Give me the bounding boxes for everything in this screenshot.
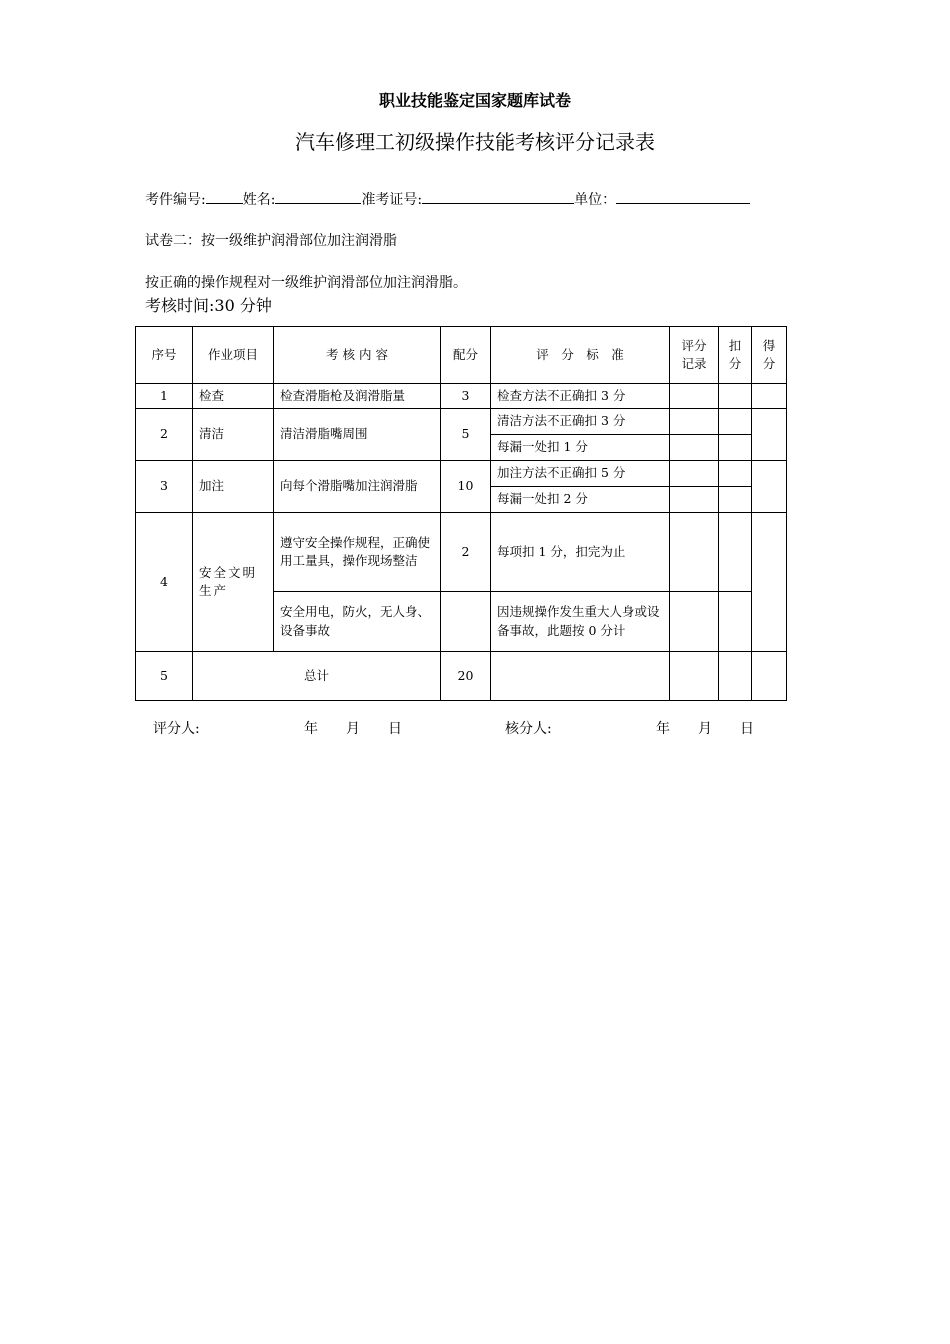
bank-title: 职业技能鉴定国家题库试卷 xyxy=(378,91,571,110)
exam-time: 考核时间:30 分钟 xyxy=(145,296,272,315)
record-cell xyxy=(670,487,719,513)
checker-day: 日 xyxy=(740,721,754,737)
item-no-label: 考件编号: xyxy=(145,192,206,208)
ticket-label: 准考证号: xyxy=(361,192,423,208)
score-cell xyxy=(752,461,787,513)
deduct-cell xyxy=(719,435,752,461)
header-item: 作业项目 xyxy=(193,327,274,384)
record-cell xyxy=(670,592,719,652)
record-cell xyxy=(670,461,719,487)
paper-title: 试卷二：按一级维护润滑部位加注润滑脂 xyxy=(145,233,397,249)
deduct-cell xyxy=(719,592,752,652)
row-item: 加注 xyxy=(193,461,274,513)
score-table xyxy=(135,326,787,701)
form-title: 汽车修理工初级操作技能考核评分记录表 xyxy=(295,130,655,154)
grader-month: 月 xyxy=(346,721,360,737)
unit-blank xyxy=(616,188,750,204)
row-criteria: 检查方法不正确扣 3 分 xyxy=(491,384,670,409)
row-no: 4 xyxy=(136,513,193,652)
row-content: 遵守安全操作规程，正确使用工量具，操作现场整洁 xyxy=(274,513,441,592)
score-cell xyxy=(752,409,787,461)
deduct-cell xyxy=(719,513,752,592)
row-criteria: 因违规操作发生重大人身或设备事故，此题按 0 分计 xyxy=(491,592,670,652)
row-points: 3 xyxy=(441,384,491,409)
checker-month: 月 xyxy=(698,721,712,737)
row-criteria: 加注方法不正确扣 5 分 xyxy=(491,461,670,487)
table-row xyxy=(136,384,787,409)
row-points: 10 xyxy=(441,461,491,513)
row-no: 1 xyxy=(136,384,193,409)
row-item: 检查 xyxy=(193,384,274,409)
row-no: 3 xyxy=(136,461,193,513)
checker-label: 核分人: xyxy=(505,721,552,737)
row-criteria: 每项扣 1 分，扣完为止 xyxy=(491,513,670,592)
grader-year: 年 xyxy=(304,721,318,737)
deduct-cell xyxy=(719,384,752,409)
unit-label: 单位： xyxy=(574,192,617,208)
row-content: 向每个滑脂嘴加注润滑脂 xyxy=(274,461,441,513)
row-item: 安全文明生产 xyxy=(193,513,274,652)
table-row-total xyxy=(136,652,787,701)
row-content: 安全用电，防火，无人身、设备事故 xyxy=(274,592,441,652)
header-record: 评分 记录 xyxy=(670,327,719,384)
row-points: 5 xyxy=(441,409,491,461)
grader-label: 评分人: xyxy=(153,721,200,737)
header-criteria: 评 分 标 准 xyxy=(491,327,670,384)
score-cell xyxy=(752,384,787,409)
deduct-cell xyxy=(719,487,752,513)
row-content: 清洁滑脂嘴周围 xyxy=(274,409,441,461)
row-points-empty xyxy=(441,592,491,652)
record-cell xyxy=(670,409,719,435)
table-row xyxy=(136,461,787,487)
table-row xyxy=(136,409,787,435)
total-label: 总计 xyxy=(193,652,441,701)
header-score: 得 分 xyxy=(752,327,787,384)
row-content: 检查滑脂枪及润滑脂量 xyxy=(274,384,441,409)
ticket-blank xyxy=(422,188,574,204)
score-cell xyxy=(752,513,787,652)
grader-day: 日 xyxy=(388,721,402,737)
deduct-cell xyxy=(719,461,752,487)
row-no: 5 xyxy=(136,652,193,701)
header-points: 配分 xyxy=(441,327,491,384)
header-deduct: 扣 分 xyxy=(719,327,752,384)
score-cell xyxy=(752,652,787,701)
checker-year: 年 xyxy=(656,721,670,737)
total-criteria-cell xyxy=(491,652,670,701)
record-cell xyxy=(670,652,719,701)
row-criteria: 每漏一处扣 2 分 xyxy=(491,487,670,513)
task-description: 按正确的操作规程对一级维护润滑部位加注润滑脂。 xyxy=(145,275,467,291)
deduct-cell xyxy=(719,409,752,435)
record-cell xyxy=(670,513,719,592)
record-cell xyxy=(670,384,719,409)
row-points: 2 xyxy=(441,513,491,592)
table-row xyxy=(136,513,787,592)
item-no-blank xyxy=(206,188,243,204)
candidate-info-row xyxy=(145,188,750,209)
name-blank xyxy=(275,188,361,204)
total-points: 20 xyxy=(441,652,491,701)
row-no: 2 xyxy=(136,409,193,461)
row-criteria: 每漏一处扣 1 分 xyxy=(491,435,670,461)
row-item: 清洁 xyxy=(193,409,274,461)
table-header-row xyxy=(136,327,787,384)
header-content: 考 核 内 容 xyxy=(274,327,441,384)
name-label: 姓名: xyxy=(242,192,276,208)
deduct-cell xyxy=(719,652,752,701)
header-no: 序号 xyxy=(136,327,193,384)
record-cell xyxy=(670,435,719,461)
row-criteria: 清洁方法不正确扣 3 分 xyxy=(491,409,670,435)
